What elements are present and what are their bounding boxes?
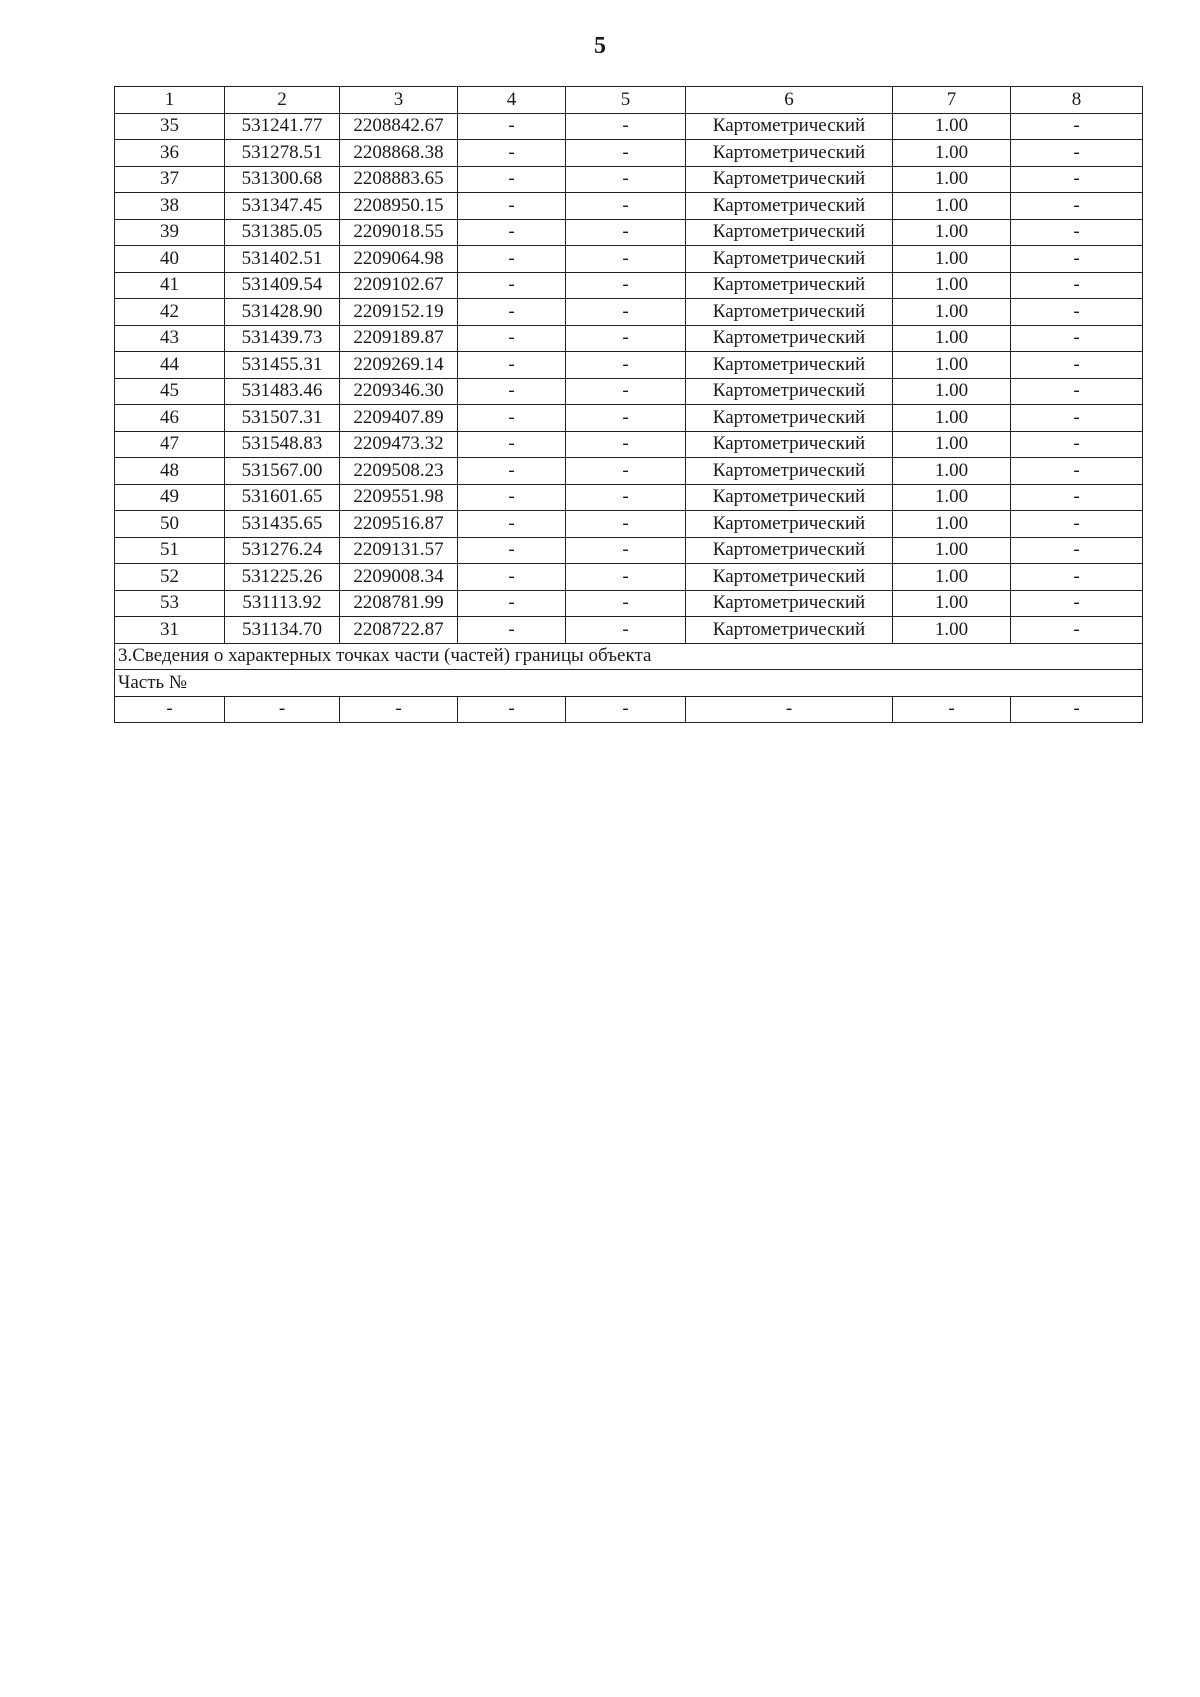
table-cell: 1.00 bbox=[893, 537, 1011, 564]
table-cell: 1.00 bbox=[893, 219, 1011, 246]
table-cell: 531507.31 bbox=[225, 405, 340, 432]
table-cell: 31 bbox=[115, 617, 225, 644]
table-cell: 42 bbox=[115, 299, 225, 326]
table-cell: 531439.73 bbox=[225, 325, 340, 352]
table-cell: - bbox=[1011, 484, 1143, 511]
table-cell: Картометрический bbox=[686, 564, 893, 591]
table-cell: 1.00 bbox=[893, 193, 1011, 220]
table-row bbox=[115, 590, 1143, 617]
table-cell: - bbox=[458, 458, 566, 485]
table-cell: 1.00 bbox=[893, 431, 1011, 458]
table-cell: 49 bbox=[115, 484, 225, 511]
table-cell: 2208883.65 bbox=[340, 166, 458, 193]
table-cell: Картометрический bbox=[686, 140, 893, 167]
table-cell: 2209269.14 bbox=[340, 352, 458, 379]
table-cell: - bbox=[566, 113, 686, 140]
table-cell: - bbox=[566, 272, 686, 299]
table-cell: 52 bbox=[115, 564, 225, 591]
table-cell: 531225.26 bbox=[225, 564, 340, 591]
table-cell: 6 bbox=[686, 87, 893, 114]
table-cell: 531276.24 bbox=[225, 537, 340, 564]
table-cell: - bbox=[1011, 564, 1143, 591]
table-cell: - bbox=[566, 458, 686, 485]
table-cell: - bbox=[1011, 590, 1143, 617]
table-cell: 3 bbox=[340, 87, 458, 114]
table-header-row bbox=[115, 87, 1143, 114]
table-cell: - bbox=[1011, 458, 1143, 485]
table-cell: 2209008.34 bbox=[340, 564, 458, 591]
table-cell: 531113.92 bbox=[225, 590, 340, 617]
table-cell: - bbox=[458, 140, 566, 167]
table-cell: - bbox=[458, 484, 566, 511]
table-cell: Картометрический bbox=[686, 590, 893, 617]
table-cell: - bbox=[1011, 325, 1143, 352]
table-cell: 5 bbox=[566, 87, 686, 114]
table-cell: - bbox=[1011, 113, 1143, 140]
table-cell: 39 bbox=[115, 219, 225, 246]
table-row bbox=[115, 511, 1143, 538]
table-cell: 531455.31 bbox=[225, 352, 340, 379]
table-cell: - bbox=[1011, 537, 1143, 564]
table-cell: - bbox=[115, 696, 225, 723]
table-row bbox=[115, 352, 1143, 379]
table-cell: 35 bbox=[115, 113, 225, 140]
part-label-row-cell: Часть № bbox=[115, 670, 1143, 697]
table-cell: 41 bbox=[115, 272, 225, 299]
table-cell: - bbox=[458, 564, 566, 591]
table-cell: - bbox=[566, 352, 686, 379]
table-row bbox=[115, 405, 1143, 432]
table-cell: 51 bbox=[115, 537, 225, 564]
table-cell: Картометрический bbox=[686, 246, 893, 273]
table-cell: 2209064.98 bbox=[340, 246, 458, 273]
table-cell: 531402.51 bbox=[225, 246, 340, 273]
table-cell: Картометрический bbox=[686, 299, 893, 326]
table-cell: 531428.90 bbox=[225, 299, 340, 326]
table-cell: 38 bbox=[115, 193, 225, 220]
table-cell: 2209516.87 bbox=[340, 511, 458, 538]
table-cell: 2209152.19 bbox=[340, 299, 458, 326]
table-cell: Картометрический bbox=[686, 511, 893, 538]
table-cell: - bbox=[1011, 272, 1143, 299]
table-cell: Картометрический bbox=[686, 272, 893, 299]
table-cell: Картометрический bbox=[686, 378, 893, 405]
table-row bbox=[115, 193, 1143, 220]
table-cell: 2208842.67 bbox=[340, 113, 458, 140]
table-row bbox=[115, 564, 1143, 591]
table-cell: 531567.00 bbox=[225, 458, 340, 485]
table-cell: - bbox=[566, 299, 686, 326]
table-cell: 2209131.57 bbox=[340, 537, 458, 564]
page-number: 5 bbox=[594, 33, 606, 59]
table-cell: 37 bbox=[115, 166, 225, 193]
table-cell: 2209407.89 bbox=[340, 405, 458, 432]
table-cell: 1.00 bbox=[893, 325, 1011, 352]
table-cell: - bbox=[566, 378, 686, 405]
table-cell: 8 bbox=[1011, 87, 1143, 114]
table-cell: - bbox=[1011, 352, 1143, 379]
table-cell: 531435.65 bbox=[225, 511, 340, 538]
table-cell: Картометрический bbox=[686, 193, 893, 220]
table-row bbox=[115, 484, 1143, 511]
table-row bbox=[115, 299, 1143, 326]
table-cell: - bbox=[566, 696, 686, 723]
table-cell: - bbox=[1011, 193, 1143, 220]
table-cell: - bbox=[1011, 617, 1143, 644]
table-cell: 1.00 bbox=[893, 140, 1011, 167]
part-data-row bbox=[115, 696, 1143, 723]
table-cell: 46 bbox=[115, 405, 225, 432]
table-row bbox=[115, 272, 1143, 299]
table-cell: - bbox=[458, 378, 566, 405]
table-row bbox=[115, 431, 1143, 458]
table-cell: Картометрический bbox=[686, 352, 893, 379]
table-cell: 531134.70 bbox=[225, 617, 340, 644]
table-cell: 1.00 bbox=[893, 511, 1011, 538]
table-cell: 1.00 bbox=[893, 166, 1011, 193]
table-cell: - bbox=[1011, 246, 1143, 273]
table-cell: 531278.51 bbox=[225, 140, 340, 167]
table-cell: - bbox=[458, 617, 566, 644]
table-cell: 53 bbox=[115, 590, 225, 617]
table-cell: - bbox=[566, 405, 686, 432]
table-cell: 1.00 bbox=[893, 405, 1011, 432]
table-cell: 1 bbox=[115, 87, 225, 114]
table-cell: 531483.46 bbox=[225, 378, 340, 405]
table-cell: 531385.05 bbox=[225, 219, 340, 246]
table-cell: 2208781.99 bbox=[340, 590, 458, 617]
table-cell: Картометрический bbox=[686, 431, 893, 458]
table-row bbox=[115, 458, 1143, 485]
table-cell: - bbox=[458, 696, 566, 723]
table-cell: - bbox=[686, 696, 893, 723]
coordinates-table bbox=[114, 86, 1143, 723]
table-cell: - bbox=[458, 352, 566, 379]
table-body bbox=[115, 87, 1143, 723]
table-row bbox=[115, 325, 1143, 352]
table-cell: - bbox=[458, 511, 566, 538]
table-cell: 2208950.15 bbox=[340, 193, 458, 220]
section-title-row-cell: 3.Сведения о характерных точках части (частей) границы объекта bbox=[115, 643, 1143, 670]
table-row bbox=[115, 219, 1143, 246]
table-cell: - bbox=[566, 166, 686, 193]
table-cell: 48 bbox=[115, 458, 225, 485]
table-row bbox=[115, 617, 1143, 644]
part-label-row bbox=[115, 670, 1143, 697]
table-cell: - bbox=[458, 405, 566, 432]
table-cell: 44 bbox=[115, 352, 225, 379]
section-title-row bbox=[115, 643, 1143, 670]
table-cell: 1.00 bbox=[893, 352, 1011, 379]
table-cell: - bbox=[1011, 405, 1143, 432]
table-cell: Картометрический bbox=[686, 458, 893, 485]
table-cell: - bbox=[566, 484, 686, 511]
table-cell: 50 bbox=[115, 511, 225, 538]
table-cell: 2208722.87 bbox=[340, 617, 458, 644]
table-cell: 1.00 bbox=[893, 299, 1011, 326]
table-cell: - bbox=[225, 696, 340, 723]
table-cell: - bbox=[566, 537, 686, 564]
table-cell: - bbox=[566, 511, 686, 538]
table-cell: Картометрический bbox=[686, 617, 893, 644]
table-cell: - bbox=[340, 696, 458, 723]
table-cell: Картометрический bbox=[686, 325, 893, 352]
table-cell: - bbox=[1011, 166, 1143, 193]
table-cell: 36 bbox=[115, 140, 225, 167]
table-cell: - bbox=[566, 564, 686, 591]
table-cell: - bbox=[458, 113, 566, 140]
table-cell: 47 bbox=[115, 431, 225, 458]
table-cell: - bbox=[566, 325, 686, 352]
table-cell: 45 bbox=[115, 378, 225, 405]
table-cell: 4 bbox=[458, 87, 566, 114]
table-cell: - bbox=[566, 431, 686, 458]
table-cell: - bbox=[1011, 299, 1143, 326]
table-row bbox=[115, 140, 1143, 167]
table-cell: 1.00 bbox=[893, 378, 1011, 405]
table-cell: - bbox=[1011, 140, 1143, 167]
table-cell: 2209508.23 bbox=[340, 458, 458, 485]
table-cell: 1.00 bbox=[893, 113, 1011, 140]
table-cell: Картометрический bbox=[686, 113, 893, 140]
table-cell: - bbox=[566, 140, 686, 167]
table-cell: - bbox=[1011, 511, 1143, 538]
table-cell: 2209346.30 bbox=[340, 378, 458, 405]
table-cell: - bbox=[458, 219, 566, 246]
table-cell: Картометрический bbox=[686, 405, 893, 432]
table-cell: - bbox=[893, 696, 1011, 723]
table-cell: 7 bbox=[893, 87, 1011, 114]
table-cell: 531409.54 bbox=[225, 272, 340, 299]
table-cell: - bbox=[1011, 378, 1143, 405]
table-row bbox=[115, 378, 1143, 405]
table-cell: 40 bbox=[115, 246, 225, 273]
table-cell: - bbox=[458, 431, 566, 458]
table-cell: 531347.45 bbox=[225, 193, 340, 220]
table-cell: 1.00 bbox=[893, 458, 1011, 485]
table-cell: 531300.68 bbox=[225, 166, 340, 193]
table-cell: - bbox=[458, 325, 566, 352]
table-cell: Картометрический bbox=[686, 166, 893, 193]
table-cell: 531548.83 bbox=[225, 431, 340, 458]
table-cell: 1.00 bbox=[893, 272, 1011, 299]
table-cell: - bbox=[458, 537, 566, 564]
table-row bbox=[115, 166, 1143, 193]
table-cell: - bbox=[458, 299, 566, 326]
table-cell: 1.00 bbox=[893, 617, 1011, 644]
table-cell: Картометрический bbox=[686, 537, 893, 564]
table-cell: - bbox=[1011, 431, 1143, 458]
table-cell: - bbox=[458, 590, 566, 617]
table-row bbox=[115, 113, 1143, 140]
table-cell: 2209018.55 bbox=[340, 219, 458, 246]
table-cell: - bbox=[458, 193, 566, 220]
table-cell: - bbox=[566, 590, 686, 617]
table-cell: 2208868.38 bbox=[340, 140, 458, 167]
table-cell: - bbox=[1011, 696, 1143, 723]
table-cell: 43 bbox=[115, 325, 225, 352]
table-cell: Картометрический bbox=[686, 484, 893, 511]
table-cell: - bbox=[1011, 219, 1143, 246]
table-cell: 2209551.98 bbox=[340, 484, 458, 511]
table-cell: 2 bbox=[225, 87, 340, 114]
table-cell: 1.00 bbox=[893, 246, 1011, 273]
table-cell: - bbox=[566, 246, 686, 273]
table-row bbox=[115, 246, 1143, 273]
table-cell: 531241.77 bbox=[225, 113, 340, 140]
table-cell: Картометрический bbox=[686, 219, 893, 246]
table-cell: 2209102.67 bbox=[340, 272, 458, 299]
table-cell: - bbox=[566, 219, 686, 246]
table-cell: 1.00 bbox=[893, 564, 1011, 591]
table-cell: 1.00 bbox=[893, 484, 1011, 511]
table-cell: - bbox=[458, 166, 566, 193]
table-cell: - bbox=[566, 193, 686, 220]
table-cell: 2209473.32 bbox=[340, 431, 458, 458]
table-cell: 1.00 bbox=[893, 590, 1011, 617]
table-row bbox=[115, 537, 1143, 564]
table-cell: - bbox=[566, 617, 686, 644]
table-cell: - bbox=[458, 246, 566, 273]
table-cell: 2209189.87 bbox=[340, 325, 458, 352]
table-cell: - bbox=[458, 272, 566, 299]
table-cell: 531601.65 bbox=[225, 484, 340, 511]
